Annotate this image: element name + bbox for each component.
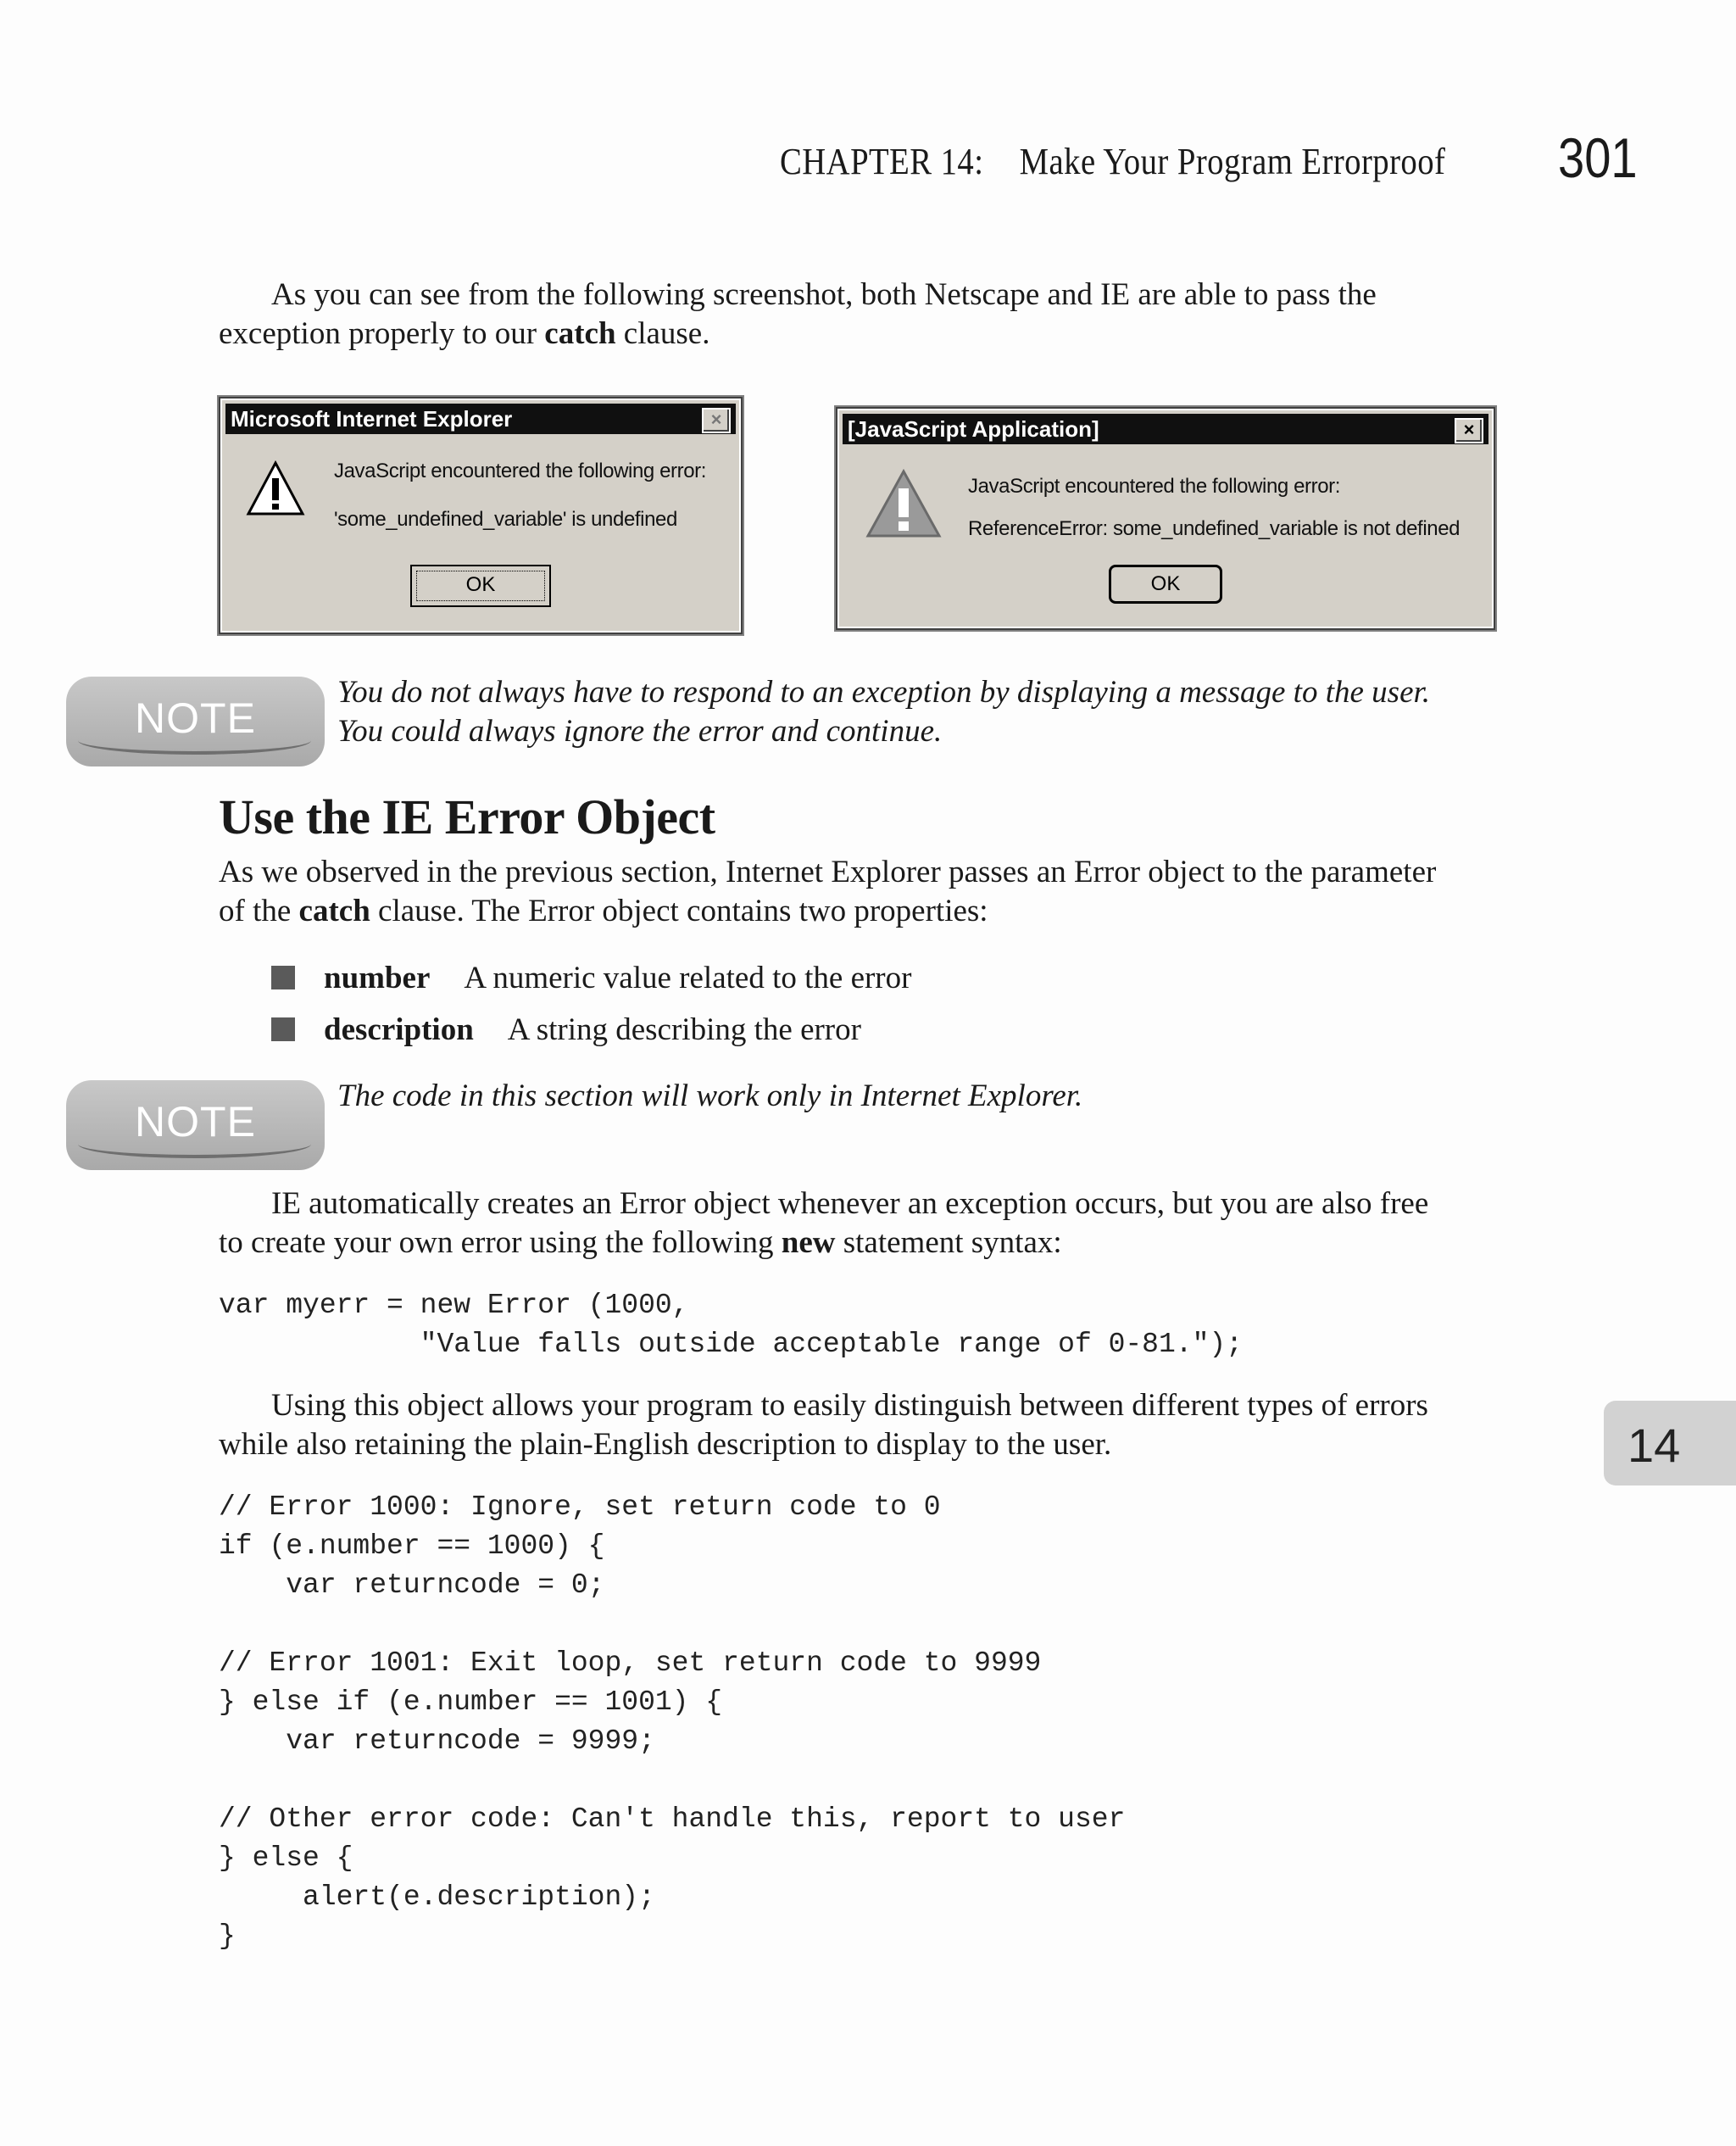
bullet-square (271, 1017, 295, 1041)
paragraph (219, 1184, 1490, 1263)
note-text (337, 673, 1507, 751)
section-paragraph (219, 853, 1490, 931)
note-line1: You do not always have to respond to an exception by displaying a message to the user. (337, 675, 1431, 710)
note-badge (66, 1080, 325, 1170)
dialog-message-line2: 'some_undefined_variable' is undefined (334, 508, 677, 531)
code-block: var myerr = new Error (1000, "Value falls outside acceptable range of 0-81."); (219, 1290, 1243, 1360)
close-button[interactable]: × (1455, 418, 1483, 443)
para-line2-end: statement syntax: (835, 1225, 1062, 1260)
dialog-title-bar (225, 404, 736, 434)
chapter-thumb-tab (1604, 1401, 1736, 1485)
ok-label: OK (465, 573, 496, 596)
note-label: NOTE (135, 1098, 256, 1145)
note-swoosh (78, 738, 311, 755)
para-line2-start: to create your own error using the following (219, 1225, 782, 1260)
list-item (271, 959, 911, 998)
dialog-title: [JavaScript Application] (848, 416, 1099, 442)
para-line1: IE automatically creates an Error object whenever an exception occurs, but you are also free (271, 1186, 1429, 1221)
dialog-title: Microsoft Internet Explorer (231, 406, 513, 432)
warning-icon (865, 468, 943, 541)
section-bold: catch (298, 894, 370, 928)
paragraph (219, 1386, 1490, 1464)
section-line2-end: clause. The Error object contains two properties: (370, 894, 988, 928)
note-swoosh (78, 1141, 311, 1158)
para-line2: while also retaining the plain-English description to display to the user. (219, 1427, 1112, 1462)
section-line1: As we observed in the previous section, Internet Explorer passes an Error object to the parameter (219, 855, 1437, 889)
ok-button[interactable] (410, 565, 551, 607)
dialog-title-bar (843, 414, 1488, 444)
netscape-error-dialog (837, 409, 1494, 628)
intro-text-end: clause. (615, 316, 710, 351)
code-block: // Error 1000: Ignore, set return code to 0 if (e.number == 1000) { var returncode = 0; // Error 1001: Exit loop, set return code to 9999 } else if (e.number == 1001) { var returncode = 9999; // Other error code: Can't handle this, report to user } else { alert(e.description); } (219, 1491, 1126, 1952)
bullet-square (271, 966, 295, 989)
bullet-desc: A numeric value related to the error (464, 961, 912, 995)
page-number: 301 (1558, 126, 1638, 189)
dialog-message-line1: JavaScript encountered the following error: (334, 460, 707, 482)
bullet-term: description (324, 1012, 474, 1047)
ie-error-dialog (220, 399, 741, 633)
note-badge (66, 677, 325, 766)
section-heading: Use the IE Error Object (219, 789, 715, 844)
dialog-message-line1: JavaScript encountered the following error: (968, 475, 1341, 498)
intro-text: As you can see from the following screenshot, both Netscape and IE are able to pass the exception properly to our (219, 277, 1377, 351)
bullet-term: number (324, 961, 431, 995)
list-item (271, 1011, 861, 1050)
note-label: NOTE (135, 694, 256, 742)
focus-ring (416, 571, 545, 601)
warning-icon (246, 460, 305, 519)
close-button[interactable]: × (702, 408, 731, 433)
bullet-desc: A string describing the error (507, 1012, 861, 1047)
section-line2-start: of the (219, 894, 299, 928)
ok-button[interactable]: OK (1109, 565, 1222, 604)
intro-bold: catch (544, 316, 616, 351)
chapter-title: Make Your Program Errorproof (1019, 141, 1446, 182)
note-line2: You could always ignore the error and continue. (337, 714, 943, 749)
chapter-number: CHAPTER 14: (780, 141, 984, 182)
note-text: The code in this section will work only in Internet Explorer. (337, 1079, 1083, 1113)
para-line1: Using this object allows your program to easily distinguish between different types of errors (271, 1388, 1428, 1423)
intro-paragraph (219, 276, 1490, 354)
para-bold: new (781, 1225, 836, 1260)
running-header (780, 140, 1445, 183)
dialog-message-line2: ReferenceError: some_undefined_variable is not defined (968, 517, 1461, 540)
thumb-tab-number: 14 (1628, 1419, 1681, 1472)
